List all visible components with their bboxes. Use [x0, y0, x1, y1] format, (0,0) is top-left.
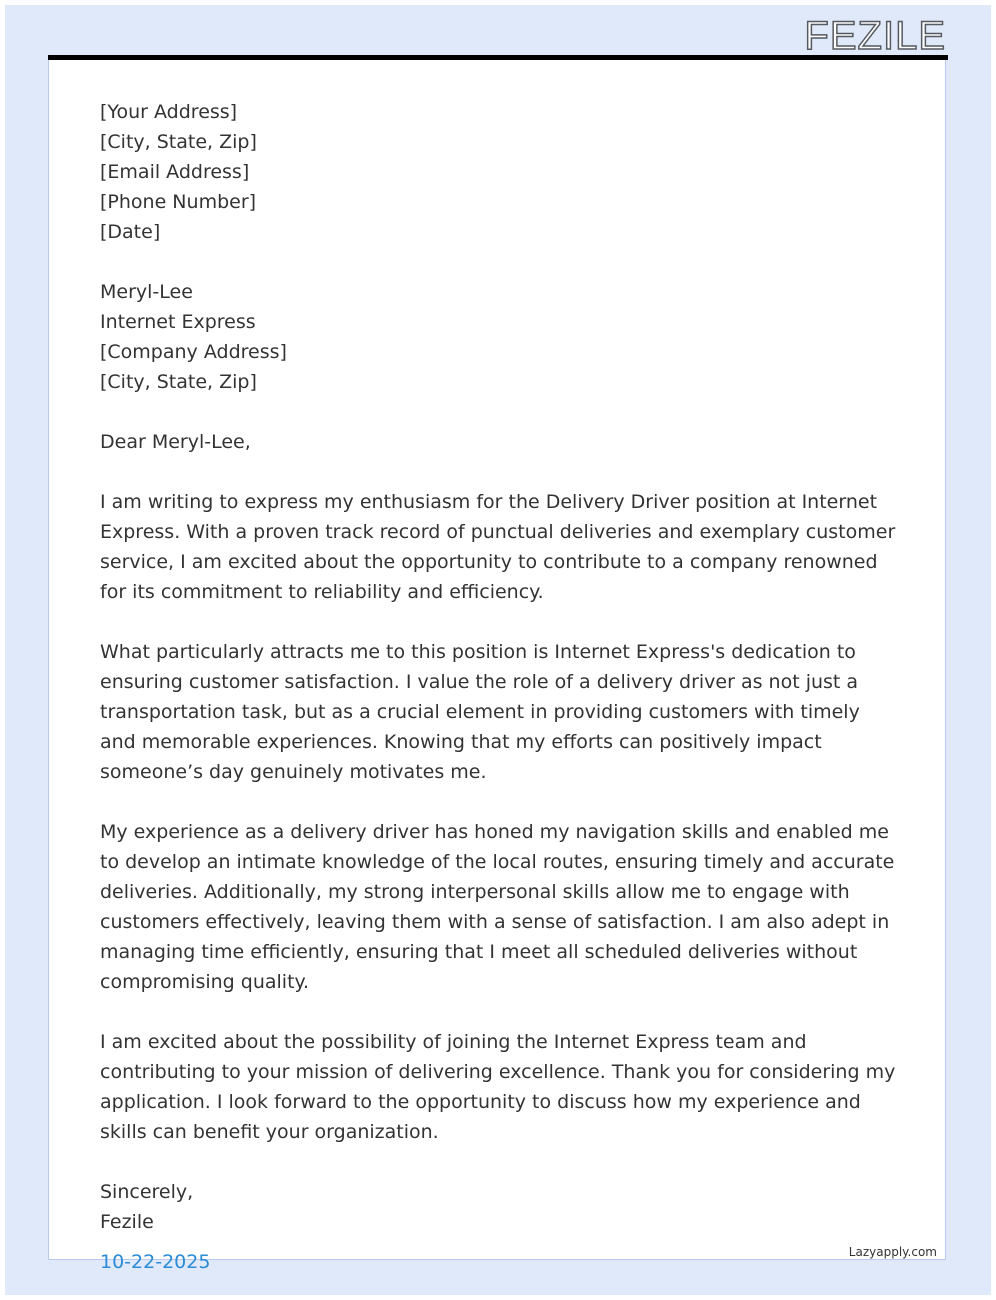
- recipient-company: Internet Express: [100, 311, 256, 333]
- sender-phone: [Phone Number]: [100, 191, 257, 213]
- recipient-block: [100, 277, 900, 397]
- footer-brand: Lazyapply.com: [848, 1245, 937, 1259]
- signature-name: Fezile: [100, 1211, 154, 1233]
- body-paragraph-4: I am excited about the possibility of joining the Internet Express team and contributing to your mission of delivering excellence. Thank you for considering my application. I look forward to the opportunity to discuss how my experience and skills can benefit your organization.: [100, 1031, 896, 1143]
- body-paragraph-1: I am writing to express my enthusiasm for the Delivery Driver position at Internet Express. With a proven track record of punctual deliveries and exemplary customer service, I am excited about the opportunity to contribute to a company renowned for its commitment to reliability and efficiency.: [100, 491, 896, 603]
- brand-logo: FEZILE: [804, 14, 946, 58]
- sender-address: [Your Address]: [100, 101, 238, 123]
- letter-date: 10-22-2025: [100, 1251, 211, 1273]
- recipient-address: [Company Address]: [100, 341, 287, 363]
- salutation: Dear Meryl-Lee,: [100, 431, 251, 453]
- recipient-name: Meryl-Lee: [100, 281, 193, 303]
- cover-letter: [100, 97, 900, 1277]
- body-paragraph-2: What particularly attracts me to this position is Internet Express's dedication to ensuring customer satisfaction. I value the role of a delivery driver as not just a transportation task, but as a crucial element in providing customers with timely and memorable experiences. Knowing that my efforts can positively impact someone’s day genuinely motivates me.: [100, 641, 860, 783]
- valediction: Sincerely,: [100, 1181, 194, 1203]
- body-paragraph-3: My experience as a delivery driver has honed my navigation skills and enabled me to develop an intimate knowledge of the local routes, ensuring timely and accurate deliveries. Additionally, my strong interpersonal skills allow me to engage with customers effectively, leaving them with a sense of satisfaction. I am also adept in managing time efficiently, ensuring that I meet all scheduled deliveries without compromising quality.: [100, 821, 895, 993]
- sender-email: [Email Address]: [100, 161, 250, 183]
- sender-block: [100, 97, 900, 247]
- sender-city-state-zip: [City, State, Zip]: [100, 131, 257, 153]
- sender-date: [Date]: [100, 221, 161, 243]
- recipient-city-state-zip: [City, State, Zip]: [100, 371, 257, 393]
- closing-block: [100, 1177, 900, 1277]
